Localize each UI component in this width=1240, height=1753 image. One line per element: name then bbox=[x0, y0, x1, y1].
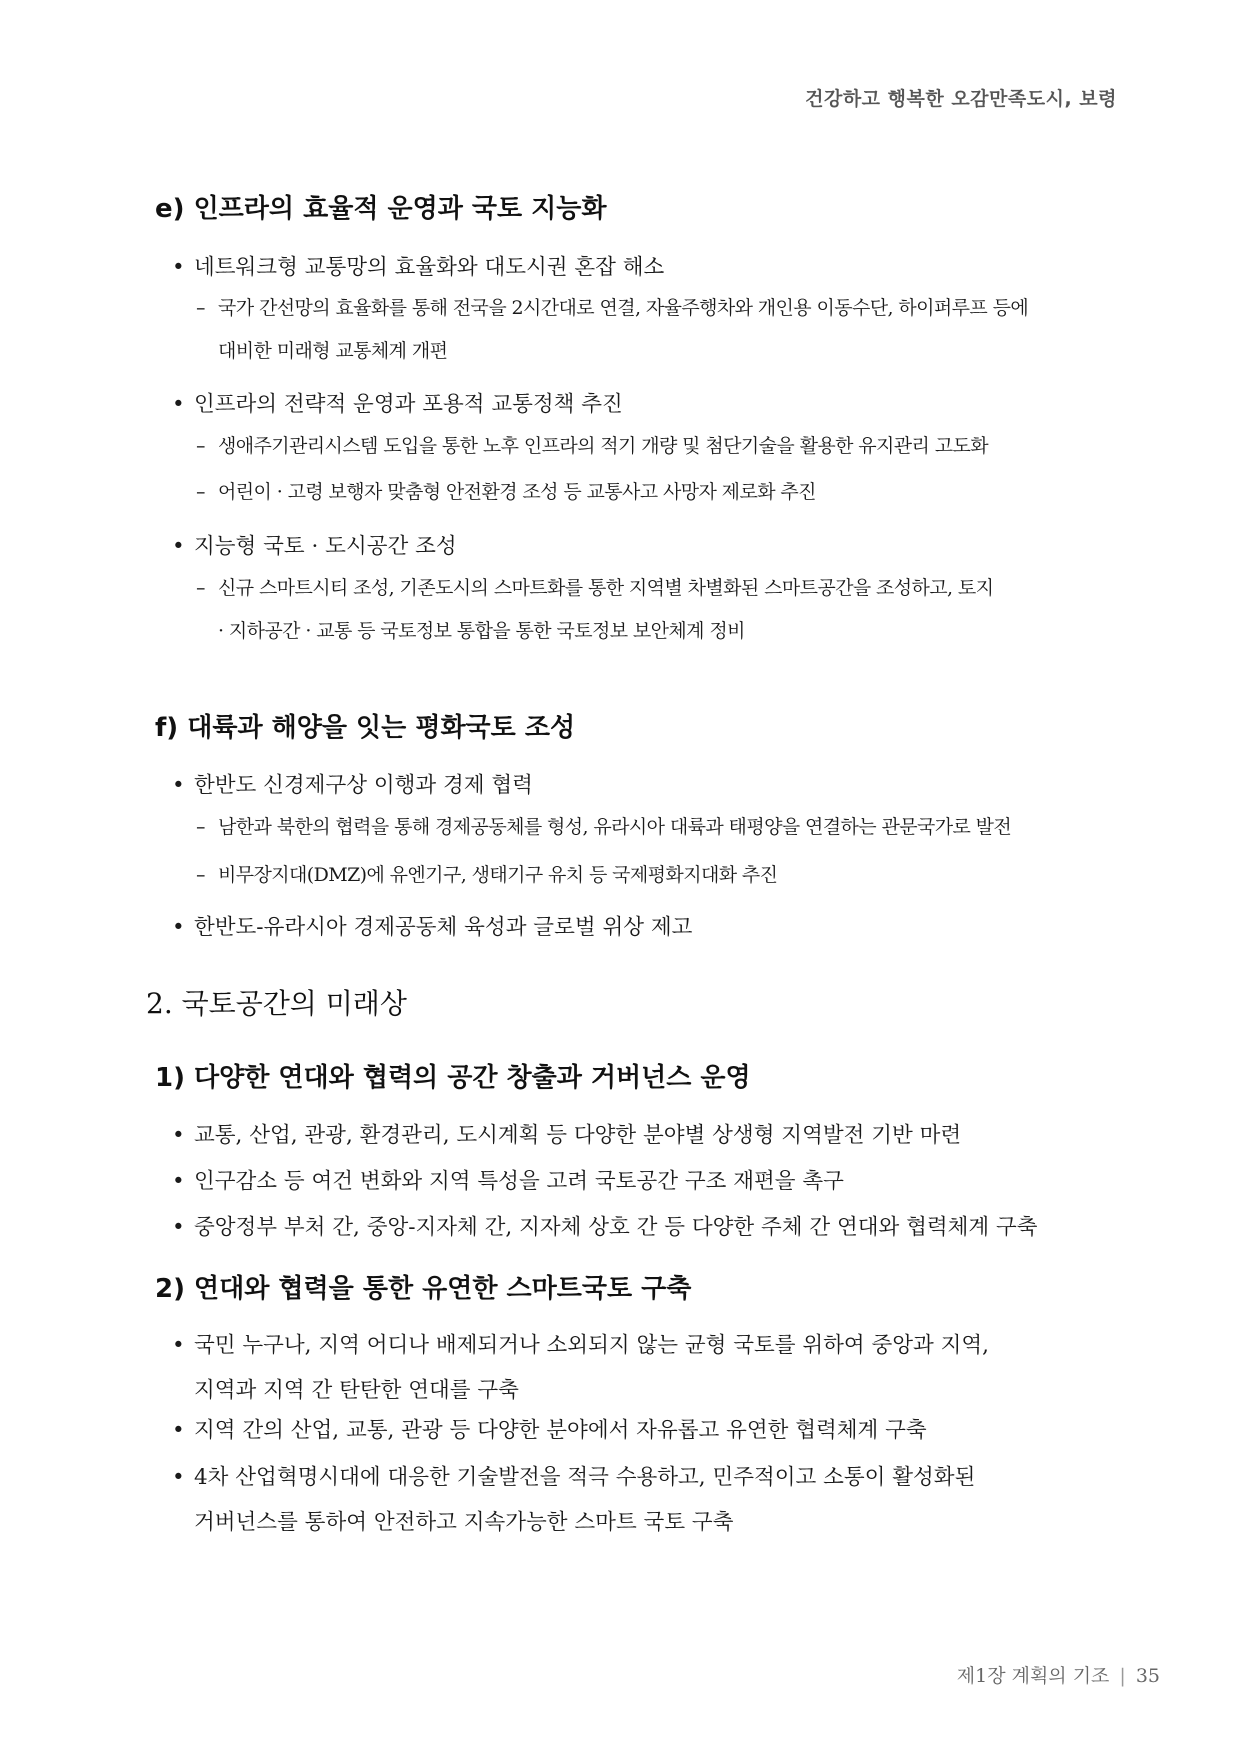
dash-item bbox=[196, 860, 777, 887]
subsection-heading-2-1: 1) 다양한 연대와 협력의 공간 창출과 거버넌스 운영 bbox=[155, 1063, 751, 1093]
bullet-text: 국민 누구나, 지역 어디나 배제되거나 소외되지 않는 균형 국토를 위하여 중앙과 지역, bbox=[194, 1333, 989, 1358]
bullet-marker: • bbox=[172, 1465, 185, 1490]
dash-text: 비무장지대(DMZ)에 유엔기구, 생태기구 유치 등 국제평화지대화 추진 bbox=[218, 864, 778, 886]
bullet-marker: • bbox=[172, 255, 185, 280]
dash-text-continued: 대비한 미래형 교통체계 개편 bbox=[218, 340, 448, 362]
bullet-marker: • bbox=[172, 1169, 185, 1194]
bullet-item bbox=[172, 910, 692, 941]
bullet-text: 지역 간의 산업, 교통, 관광 등 다양한 분야에서 자유롭고 유연한 협력체계 구축 bbox=[194, 1418, 927, 1443]
bullet-text: 4차 산업혁명시대에 대응한 기술발전을 적극 수용하고, 민주적이고 소통이 활성화된 bbox=[194, 1465, 976, 1490]
footer-chapter-title: 제1장 계획의 기조 bbox=[956, 1665, 1110, 1687]
dash-marker: – bbox=[196, 435, 205, 457]
bullet-text: 교통, 산업, 관광, 환경관리, 도시계획 등 다양한 분야별 상생형 지역발전 기반 마련 bbox=[194, 1123, 962, 1148]
dash-item bbox=[196, 573, 993, 643]
dash-marker: – bbox=[196, 577, 205, 599]
bullet-text: 네트워크형 교통망의 효율화와 대도시권 혼잡 해소 bbox=[194, 255, 665, 280]
dash-text: 생애주기관리시스템 도입을 통한 노후 인프라의 적기 개량 및 첨단기술을 활용한 유지관리 고도화 bbox=[218, 435, 988, 457]
subsection-heading-e: e) 인프라의 효율적 운영과 국토 지능화 bbox=[155, 194, 607, 224]
bullet-item bbox=[172, 1328, 989, 1404]
bullet-item bbox=[172, 1210, 1038, 1241]
page-number: 35 bbox=[1135, 1665, 1160, 1687]
bullet-item bbox=[172, 1118, 961, 1149]
dash-item bbox=[196, 431, 988, 458]
dash-marker: – bbox=[196, 481, 205, 503]
bullet-item bbox=[172, 1164, 844, 1195]
bullet-text: 한반도 신경제구상 이행과 경제 협력 bbox=[194, 773, 533, 798]
bullet-marker: • bbox=[172, 1333, 185, 1358]
dash-marker: – bbox=[196, 864, 205, 886]
dash-text: 신규 스마트시티 조성, 기존도시의 스마트화를 통한 지역별 차별화된 스마트공간을 조성하고, 토지 bbox=[218, 577, 994, 599]
bullet-item bbox=[172, 1413, 927, 1444]
dash-item bbox=[196, 812, 1011, 839]
bullet-marker: • bbox=[172, 1418, 185, 1443]
bullet-marker: • bbox=[172, 1215, 185, 1240]
dash-text: 남한과 북한의 협력을 통해 경제공동체를 형성, 유라시아 대륙과 태평양을 연결하는 관문국가로 발전 bbox=[218, 816, 1012, 838]
footer-separator: | bbox=[1119, 1665, 1126, 1687]
bullet-marker: • bbox=[172, 534, 185, 559]
bullet-text: 인구감소 등 여건 변화와 지역 특성을 고려 국토공간 구조 재편을 촉구 bbox=[194, 1169, 844, 1194]
dash-item bbox=[196, 477, 816, 504]
bullet-item bbox=[172, 250, 664, 281]
subsection-heading-f: f) 대륙과 해양을 잇는 평화국토 조성 bbox=[155, 713, 576, 743]
bullet-text: 인프라의 전략적 운영과 포용적 교통정책 추진 bbox=[194, 392, 623, 417]
section-heading-2: 2. 국토공간의 미래상 bbox=[146, 987, 407, 1020]
dash-marker: – bbox=[196, 816, 205, 838]
bullet-marker: • bbox=[172, 1123, 185, 1148]
dash-marker: – bbox=[196, 297, 205, 319]
bullet-marker: • bbox=[172, 392, 185, 417]
bullet-marker: • bbox=[172, 915, 185, 940]
dash-text-continued: · 지하공간 · 교통 등 국토정보 통합을 통한 국토정보 보안체계 정비 bbox=[218, 620, 745, 642]
bullet-item bbox=[172, 1460, 975, 1536]
dash-text: 국가 간선망의 효율화를 통해 전국을 2시간대로 연결, 자율주행차와 개인용 이동수단, 하이퍼루프 등에 bbox=[218, 297, 1029, 319]
bullet-item bbox=[172, 768, 533, 799]
bullet-text-continued: 거버넌스를 통하여 안전하고 지속가능한 스마트 국토 구축 bbox=[194, 1510, 734, 1535]
bullet-item bbox=[172, 529, 457, 560]
bullet-text: 한반도-유라시아 경제공동체 육성과 글로벌 위상 제고 bbox=[194, 915, 693, 940]
bullet-text: 중앙정부 부처 간, 중앙-지자체 간, 지자체 상호 간 등 다양한 주체 간 연대와 협력체계 구축 bbox=[194, 1215, 1038, 1240]
running-header: 건강하고 행복한 오감만족도시, 보령 bbox=[805, 88, 1117, 110]
dash-text: 어린이 · 고령 보행자 맞춤형 안전환경 조성 등 교통사고 사망자 제로화 추진 bbox=[218, 481, 816, 503]
bullet-item bbox=[172, 387, 623, 418]
subsection-heading-2-2: 2) 연대와 협력을 통한 유연한 스마트국토 구축 bbox=[155, 1274, 692, 1304]
bullet-text: 지능형 국토 · 도시공간 조성 bbox=[194, 534, 457, 559]
page-footer bbox=[957, 1661, 1160, 1688]
dash-item bbox=[196, 293, 1028, 363]
bullet-marker: • bbox=[172, 773, 185, 798]
bullet-text-continued: 지역과 지역 간 탄탄한 연대를 구축 bbox=[194, 1378, 519, 1403]
